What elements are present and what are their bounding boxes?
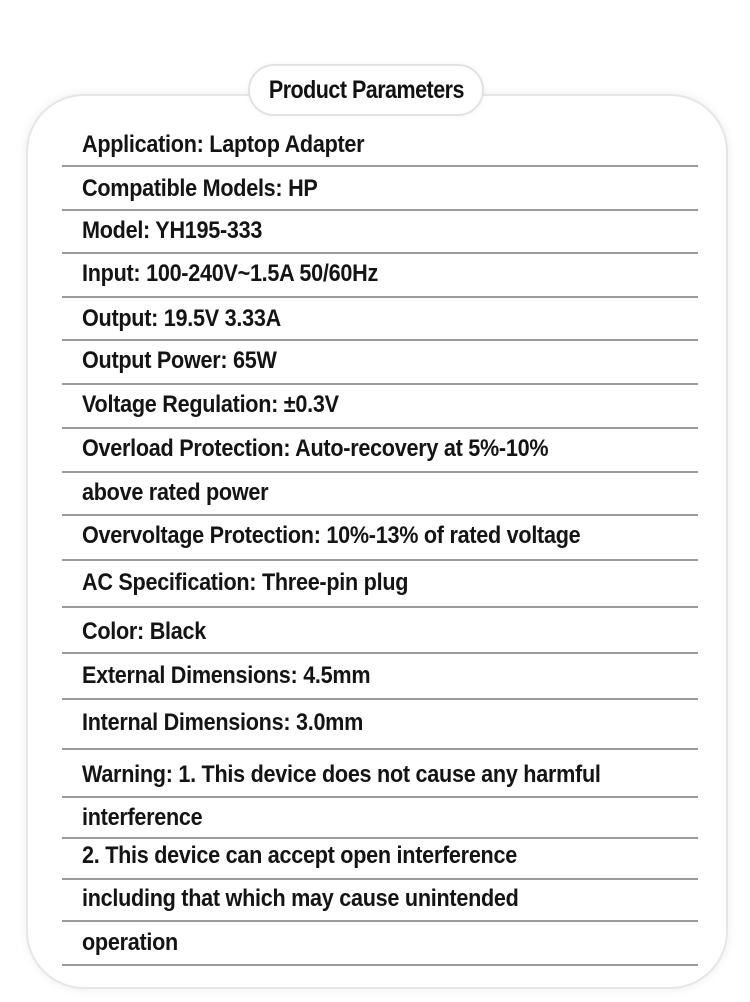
page-title: Product Parameters [268, 75, 464, 104]
param-row-external-dimensions: External Dimensions: 4.5mm [82, 662, 371, 689]
param-row-overvoltage-protection: Overvoltage Protection: 10%-13% of rated voltage [82, 522, 581, 549]
row-divider [62, 796, 698, 798]
row-divider [62, 748, 698, 750]
row-divider [62, 559, 698, 561]
param-row-warning-2-cont: including that which may cause unintended [82, 885, 519, 912]
row-divider [62, 878, 698, 880]
param-row-ac-specification: AC Specification: Three-pin plug [82, 569, 409, 596]
row-divider [62, 606, 698, 608]
row-divider [62, 471, 698, 473]
param-row-warning-2: 2. This device can accept open interference [82, 842, 517, 869]
param-row-warning: Warning: 1. This device does not cause any harmful [82, 761, 601, 788]
row-divider [62, 165, 698, 167]
row-divider [62, 837, 698, 839]
param-row-overload-protection: Overload Protection: Auto-recovery at 5%-10% [82, 435, 549, 462]
param-row-warning-cont: interference [82, 804, 203, 831]
param-row-internal-dimensions: Internal Dimensions: 3.0mm [82, 709, 364, 736]
param-row-output: Output: 19.5V 3.33A [82, 305, 281, 332]
param-row-overload-protection-cont: above rated power [82, 479, 269, 506]
row-divider [62, 427, 698, 429]
row-divider [62, 252, 698, 254]
row-divider [62, 209, 698, 211]
row-divider [62, 964, 698, 966]
param-row-input: Input: 100-240V~1.5A 50/60Hz [82, 260, 378, 287]
row-divider [62, 514, 698, 516]
param-row-application: Application: Laptop Adapter [82, 131, 365, 158]
param-row-model: Model: YH195-333 [82, 217, 263, 244]
param-row-warning-2-end: operation [82, 929, 178, 956]
row-divider [62, 920, 698, 922]
row-divider [62, 698, 698, 700]
row-divider [62, 296, 698, 298]
param-row-output-power: Output Power: 65W [82, 347, 277, 374]
param-row-compatible-models: Compatible Models: HP [82, 175, 318, 202]
row-divider [62, 652, 698, 654]
title-badge [248, 64, 484, 116]
param-row-color: Color: Black [82, 618, 206, 645]
param-row-voltage-regulation: Voltage Regulation: ±0.3V [82, 391, 339, 418]
row-divider [62, 383, 698, 385]
row-divider [62, 339, 698, 341]
